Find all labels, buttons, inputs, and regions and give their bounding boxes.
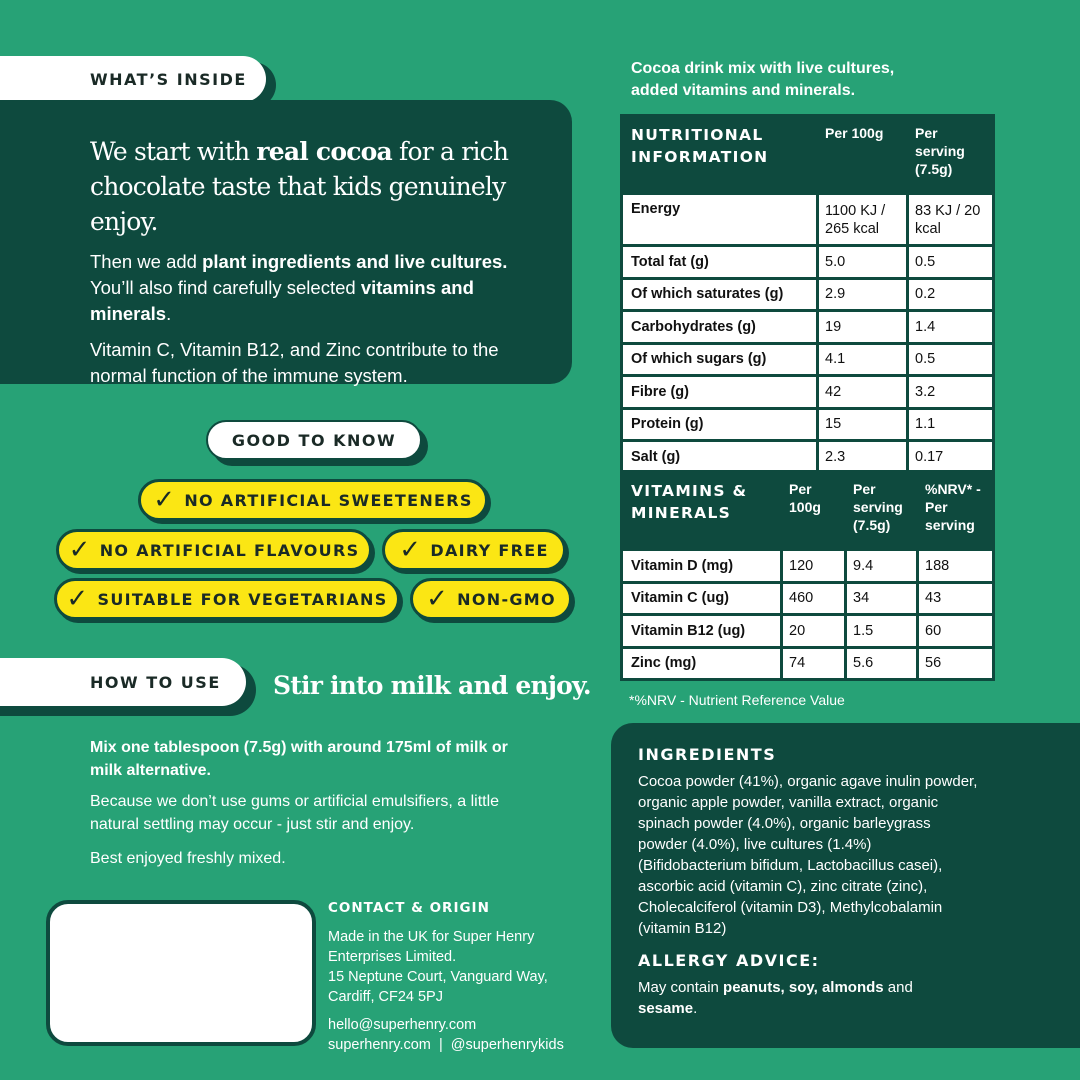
- table-row: Vitamin C (ug) 460 34 43: [622, 582, 994, 615]
- contact-email: hello@superhenry.com: [328, 1017, 477, 1033]
- whats-inside-body: Then we add plant ingredients and live cultures. You’ll also find carefully selected vitamins and minerals.: [90, 251, 508, 324]
- vitamins-header-row: [622, 472, 994, 550]
- how-to-use-settling-note: Because we don’t use gums or artificial emulsifiers, a little natural settling may occur - just stir and enjoy.: [90, 793, 500, 833]
- vitamins-header-nrv: %NRV* - Per serving: [918, 472, 994, 550]
- how-to-use-heading: Stir into milk and enjoy.: [273, 671, 591, 700]
- table-row: Fibre (g) 42 3.2: [622, 376, 994, 409]
- table-row: Zinc (mg) 74 5.6 56: [622, 647, 994, 680]
- contact-line: Made in the UK for Super Henry: [328, 929, 535, 945]
- ingredients-heading: INGREDIENTS: [638, 745, 777, 764]
- whats-inside-tab: [0, 56, 266, 102]
- badge-non-gmo: ✓ NON-GMO: [410, 578, 572, 620]
- nutrition-table: [620, 114, 995, 475]
- good-to-know-tab-label: GOOD TO KNOW: [231, 430, 397, 450]
- contact-line: 15 Neptune Court, Vanguard Way,: [328, 969, 548, 985]
- contact-web: superhenry.com | @superhenrykids: [328, 1037, 564, 1053]
- check-icon: ✓: [66, 584, 90, 614]
- check-icon: ✓: [399, 535, 423, 565]
- whats-inside-tab-label: WHAT’S INSIDE: [90, 69, 247, 89]
- how-to-use-instruction: Mix one tablespoon (7.5g) with around 175ml of milk or milk alternative.: [90, 739, 508, 779]
- badge-no-artificial-sweeteners: ✓ NO ARTIFICIAL SWEETENERS: [138, 479, 488, 521]
- whats-inside-immune-text: Vitamin C, Vitamin B12, and Zinc contribute to the normal function of the immune system.: [90, 339, 499, 386]
- vitamins-table: [620, 470, 995, 681]
- table-row: Total fat (g) 5.0 0.5: [622, 246, 994, 279]
- table-row: Of which sugars (g) 4.1 0.5: [622, 343, 994, 376]
- product-intro: Cocoa drink mix with live cultures, added vitamins and minerals.: [631, 60, 895, 99]
- table-row: Of which saturates (g) 2.9 0.2: [622, 278, 994, 311]
- vitamins-header-per100g: Per 100g: [782, 472, 846, 550]
- nrv-footnote: *%NRV - Nutrient Reference Value: [629, 692, 845, 708]
- how-to-use-tab: [0, 658, 246, 706]
- ingredients-text: Cocoa powder (41%), organic agave inulin powder, organic apple powder, vanilla extract, organic spinach powder (4.0%), organic barleygrass powder (4.0%), live cultures (1.4%) (Bifidobacterium bifidum, Lactobacillus casei), ascorbic acid (vitamin C), zinc citrate (zinc), Cholecalciferol (vitamin D3), Methylcobalamin (vitamin B12): [638, 773, 978, 937]
- table-row: Vitamin B12 (ug) 20 1.5 60: [622, 615, 994, 648]
- vitamins-header-label: VITAMINS & MINERALS: [622, 472, 782, 550]
- ingredients-panel: [611, 723, 1080, 1048]
- nutrition-header-row: [622, 116, 994, 194]
- nutrition-header-perserving: Per serving (7.5g): [908, 116, 994, 194]
- table-row: Vitamin D (mg) 120 9.4 188: [622, 550, 994, 583]
- contact-origin: [328, 898, 564, 1055]
- nutrition-header-per100g: Per 100g: [818, 116, 908, 194]
- contact-heading: CONTACT & ORIGIN: [328, 900, 490, 916]
- allergy-text: May contain peanuts, soy, almonds and sesame.: [638, 979, 913, 1017]
- check-icon: ✓: [68, 535, 92, 565]
- badge-dairy-free: ✓ DAIRY FREE: [382, 529, 566, 571]
- check-icon: ✓: [426, 584, 450, 614]
- whats-inside-panel: [0, 100, 572, 384]
- contact-line: Enterprises Limited.: [328, 949, 457, 965]
- nutrition-header-label: NUTRITIONAL INFORMATION: [622, 116, 818, 194]
- table-row: Carbohydrates (g) 19 1.4: [622, 311, 994, 344]
- table-row: Protein (g) 15 1.1: [622, 408, 994, 441]
- table-row: Energy 1100 KJ / 265 kcal 83 KJ / 20 kcal: [622, 194, 994, 246]
- logo-placeholder-box: [46, 900, 316, 1046]
- allergy-heading: ALLERGY ADVICE:: [638, 951, 820, 970]
- vitamins-header-perserving: Per serving (7.5g): [846, 472, 918, 550]
- how-to-use-tab-label: HOW TO USE: [90, 672, 221, 692]
- badge-no-artificial-flavours: ✓ NO ARTIFICIAL FLAVOURS: [56, 529, 372, 571]
- badge-suitable-for-vegetarians: ✓ SUITABLE FOR VEGETARIANS: [54, 578, 400, 620]
- whats-inside-heading: We start with real cocoa for a rich chocolate taste that kids genuinely enjoy.: [90, 137, 509, 236]
- good-to-know-tab: [206, 420, 422, 460]
- check-icon: ✓: [153, 485, 177, 515]
- how-to-use-best-enjoyed: Best enjoyed freshly mixed.: [90, 850, 286, 867]
- table-row: Salt (g) 2.3 0.17: [622, 441, 994, 474]
- contact-line: Cardiff, CF24 5PJ: [328, 989, 443, 1005]
